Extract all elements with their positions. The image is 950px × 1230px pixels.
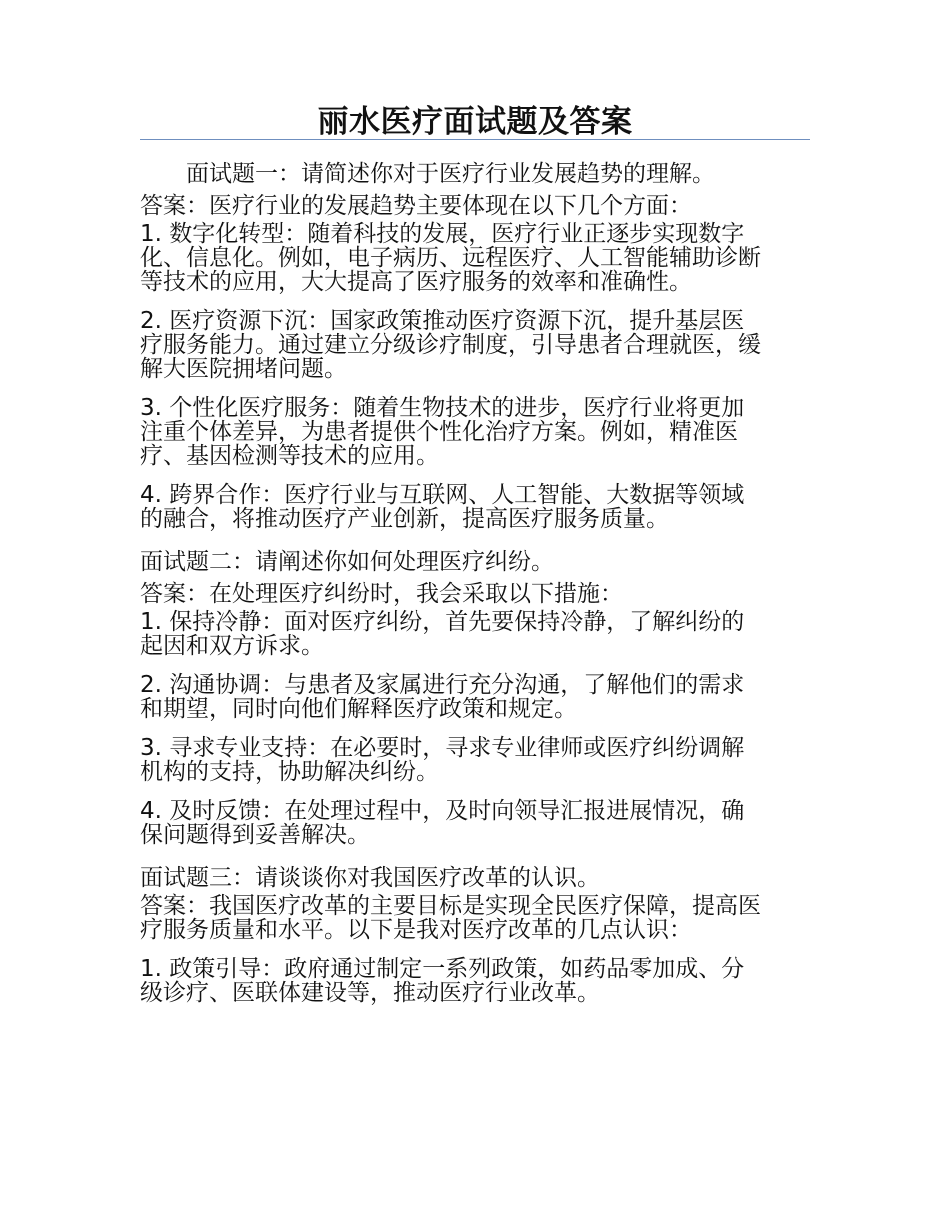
list-item-paragraph bbox=[140, 483, 810, 531]
text-line: 答案：医疗行业的发展趋势主要体现在以下几个方面： bbox=[140, 193, 692, 219]
text-line: 3. 寻求专业支持：在必要时，寻求专业律师或医疗纠纷调解 bbox=[140, 735, 745, 761]
list-item-paragraph bbox=[140, 396, 810, 468]
text-line: 等技术的应用，大大提高了医疗服务的效率和准确性。 bbox=[140, 269, 692, 295]
document-title: 丽水医疗面试题及答案 bbox=[317, 104, 633, 140]
list-item-paragraph bbox=[140, 799, 810, 847]
text-line: 级诊疗、医联体建设等，推动医疗行业改革。 bbox=[140, 980, 600, 1006]
text-line: 保问题得到妥善解决。 bbox=[140, 822, 370, 848]
text-line: 解大医院拥堵问题。 bbox=[140, 356, 347, 382]
document-body bbox=[140, 158, 810, 1020]
answer-paragraph bbox=[140, 894, 810, 942]
text-line: 面试题二：请阐述你如何处理医疗纠纷。 bbox=[140, 549, 554, 575]
title-underline bbox=[140, 139, 810, 140]
text-line: 1. 政策引导：政府通过制定一系列政策，如药品零加成、分 bbox=[140, 956, 745, 982]
text-line: 疗服务能力。通过建立分级诊疗制度，引导患者合理就医，缓 bbox=[140, 332, 761, 358]
text-line: 2. 医疗资源下沉：国家政策推动医疗资源下沉，提升基层医 bbox=[140, 308, 745, 334]
text-line: 机构的支持，协助解决纠纷。 bbox=[140, 759, 439, 785]
list-item-paragraph bbox=[140, 610, 810, 658]
list-item-paragraph bbox=[140, 222, 810, 294]
text-line: 1. 数字化转型：随着科技的发展，医疗行业正逐步实现数字 bbox=[140, 221, 745, 247]
text-line: 答案：我国医疗改革的主要目标是实现全民医疗保障，提高医 bbox=[140, 893, 761, 919]
text-line: 起因和双方诉求。 bbox=[140, 633, 324, 659]
answer-paragraph bbox=[140, 190, 810, 219]
text-line: 答案：在处理医疗纠纷时，我会采取以下措施： bbox=[140, 581, 623, 607]
list-item-paragraph bbox=[140, 673, 810, 721]
text-line: 化、信息化。例如，电子病历、远程医疗、人工智能辅助诊断 bbox=[140, 245, 761, 271]
text-line: 2. 沟通协调：与患者及家属进行充分沟通，了解他们的需求 bbox=[140, 672, 745, 698]
text-line: 面试题三：请谈谈你对我国医疗改革的认识。 bbox=[140, 865, 600, 891]
text-line: 疗服务质量和水平。以下是我对医疗改革的几点认识： bbox=[140, 917, 692, 943]
text-line: 面试题一：请简述你对于医疗行业发展趋势的理解。 bbox=[186, 161, 715, 187]
text-line: 的融合，将推动医疗产业创新，提高医疗服务质量。 bbox=[140, 506, 669, 532]
question-paragraph bbox=[140, 546, 810, 575]
text-line: 3. 个性化医疗服务：随着生物技术的进步，医疗行业将更加 bbox=[140, 395, 745, 421]
question-paragraph bbox=[140, 158, 810, 187]
question-paragraph bbox=[140, 862, 810, 891]
text-line: 和期望，同时向他们解释医疗政策和规定。 bbox=[140, 696, 577, 722]
answer-paragraph bbox=[140, 578, 810, 607]
list-item-paragraph bbox=[140, 736, 810, 784]
list-item-paragraph bbox=[140, 957, 810, 1005]
text-line: 注重个体差异，为患者提供个性化治疗方案。例如，精准医 bbox=[140, 419, 738, 445]
text-line: 4. 跨界合作：医疗行业与互联网、人工智能、大数据等领域 bbox=[140, 482, 745, 508]
text-line: 1. 保持冷静：面对医疗纠纷，首先要保持冷静，了解纠纷的 bbox=[140, 609, 745, 635]
text-line: 4. 及时反馈：在处理过程中，及时向领导汇报进展情况，确 bbox=[140, 798, 745, 824]
list-item-paragraph bbox=[140, 309, 810, 381]
text-line: 疗、基因检测等技术的应用。 bbox=[140, 443, 439, 469]
